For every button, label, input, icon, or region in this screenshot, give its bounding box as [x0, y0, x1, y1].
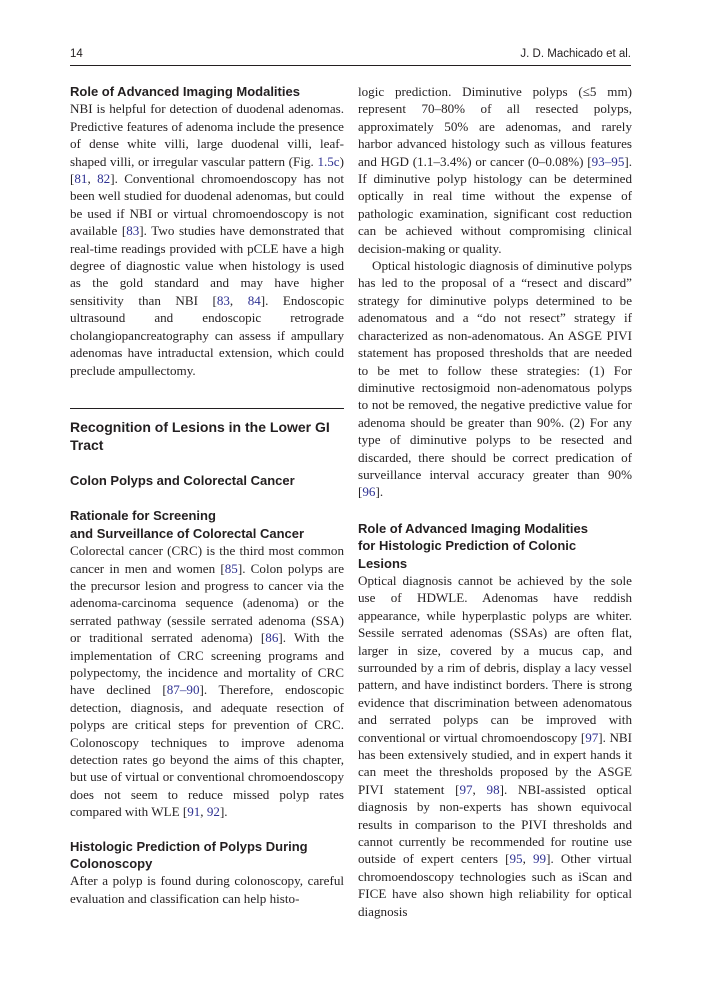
citation-link[interactable]: 87–90 [166, 682, 200, 698]
citation-link[interactable]: 84 [247, 292, 261, 308]
heading-advanced-imaging: Role of Advanced Imaging Modalities [70, 84, 300, 99]
citation-link[interactable]: 92 [206, 804, 220, 820]
citation-link[interactable]: 81 [74, 171, 88, 187]
paragraph-crc: Colorectal cancer (CRC) is the third most common cancer in men and women [85]. Colon polyps are the precursor lesion and progress to cancer via the adenoma-carcinoma sequence (adenoma) or the serrated pathway (sessile serrated adenoma (SSA) or traditional serrated adenoma) [86]. With the implementation of CRC screening programs and polypectomy, the incidence and mortality of CRC have declined [87–90]. Therefore, endoscopic detection, diagnosis, and adequate resection of polyps are critical steps for prevention of CRC. Colonoscopy techniques to improve adenoma detection rates go beyond the aims of this chapter, but use of virtual or conventional chromoendoscopy does not seem to reduce missed polyp rates compared with WLE [91, 92]. [70, 543, 344, 820]
header-rule [70, 65, 631, 66]
right-column [358, 83, 632, 920]
citation-link[interactable]: 91 [187, 804, 201, 820]
citation-link[interactable]: 95 [509, 851, 523, 867]
running-head: J. D. Machicado et al. [520, 48, 631, 60]
citation-link[interactable]: 99 [532, 851, 547, 867]
paragraph-optical-diagnosis: Optical diagnosis cannot be achieved by the sole use of HDWLE. Adenomas have reddish appearance, while hyperplastic polyps are whiter. Sessile serrated adenomas (SSAs) are often flat, larger in size, covered by a mucus cap, and surrounded by a rim of debris, display a lacy vessel pattern, and have indistinct borders. There is strong evidence that discrimination between adenomatous and serrated polyps can be improved with conventional or virtual chromoendoscopy [97]. NBI has been extensively studied, and in expert hands it can meet the thresholds proposed by the ASGE PIVI statement [97, 98]. NBI-assisted optical diagnosis by non-experts has shown equivocal results in comparison to the PIVI thresholds and cannot currently be recommended for routine use outside of expert centers [95, 99]. Other virtual chromoendoscopy technologies such as iScan and FICE have also shown high reliability for optical diagnosis [358, 572, 632, 919]
citation-link[interactable]: 83 [126, 223, 140, 239]
page-header [70, 44, 631, 64]
figure-link[interactable]: 1.5c [317, 153, 340, 169]
citation-link[interactable]: 93–95 [591, 153, 625, 169]
citation-link[interactable]: 86 [265, 630, 279, 646]
citation-link[interactable]: 98 [486, 781, 500, 797]
paragraph-duodenal-adenomas: NBI is helpful for detection of duodenal adenomas. Predictive features of adenoma include the presence of dense white villi, large duodenal villi, leaf-shaped villi, or irregular vascular pattern (Fig. 1.5c) [81, 82]. Conventional chromoendoscopy has not been well studied for duodenal adenomas, but could be used if NBI or virtual chromoendoscopy is not available [83]. Two studies have demonstrated that real-time readings provided with pCLE have a high degree of diagnostic value when histology is used as the gold standard and may have higher sensitivity than NBI [83, 84]. Endoscopic ultrasound and endoscopic retrograde cholangiopancreatography can assess if ampullary adenomas have intraductal extension, which could preclude ampullectomy. [70, 101, 345, 378]
citation-link[interactable]: 97 [459, 781, 473, 797]
left-column [70, 83, 344, 907]
citation-link[interactable]: 82 [97, 171, 111, 187]
heading-histologic-prediction: Histologic Prediction of Polyps During Colonoscopy [70, 838, 308, 872]
citation-link[interactable]: 83 [216, 292, 230, 308]
heading-lower-gi: Recognition of Lesions in the Lower GI Tract [70, 418, 330, 453]
citation-link[interactable]: 97 [585, 729, 599, 745]
page-number: 14 [70, 48, 83, 60]
paragraph-after-polyp: After a polyp is found during colonoscopy, careful evaluation and classification can help histo- [70, 873, 344, 906]
heading-advanced-imaging-colonic: Role of Advanced Imaging Modalities for Histologic Prediction of Colonic Lesions [358, 520, 588, 571]
heading-colon-polyps: Colon Polyps and Colorectal Cancer [70, 472, 295, 488]
heading-rationale: Rationale for Screening and Surveillance of Colorectal Cancer [70, 508, 305, 541]
paragraph-resect-discard: Optical histologic diagnosis of diminutive polyps has led to the proposal of a “resect and discard” strategy for diminutive polyps determined to be adenomatous and a “do not resect” strategy if characterized as non-adenomatous. An ASGE PIVI statement has proposed thresholds that are needed to be met to follow these strategies: (1) For diminutive rectosigmoid non-adenomatous polyps to not be removed, the negative predictive value for adenoma should be greater than 90%. (2) For any type of diminutive polyps to be resected and discarded, there should be correct predication of surveillance interval accuracy greater than 90% [96]. [358, 258, 632, 500]
citation-link[interactable]: 96 [362, 484, 376, 500]
citation-link[interactable]: 85 [224, 560, 238, 576]
paragraph-diminutive-polyps: logic prediction. Diminutive polyps (≤5 mm) represent 70–80% of all resected polyps, approximately 50% are adenomas, and rarely harbor advanced histology such as villous features and HGD (1.1–3.4%) or cancer (0–0.08%) [93–95]. If diminutive polyp histology can be determined optically in real time without the expense of pathologic examination, significant cost reduction can be achieved without compromising clinical decision-making or quality. [358, 84, 632, 256]
